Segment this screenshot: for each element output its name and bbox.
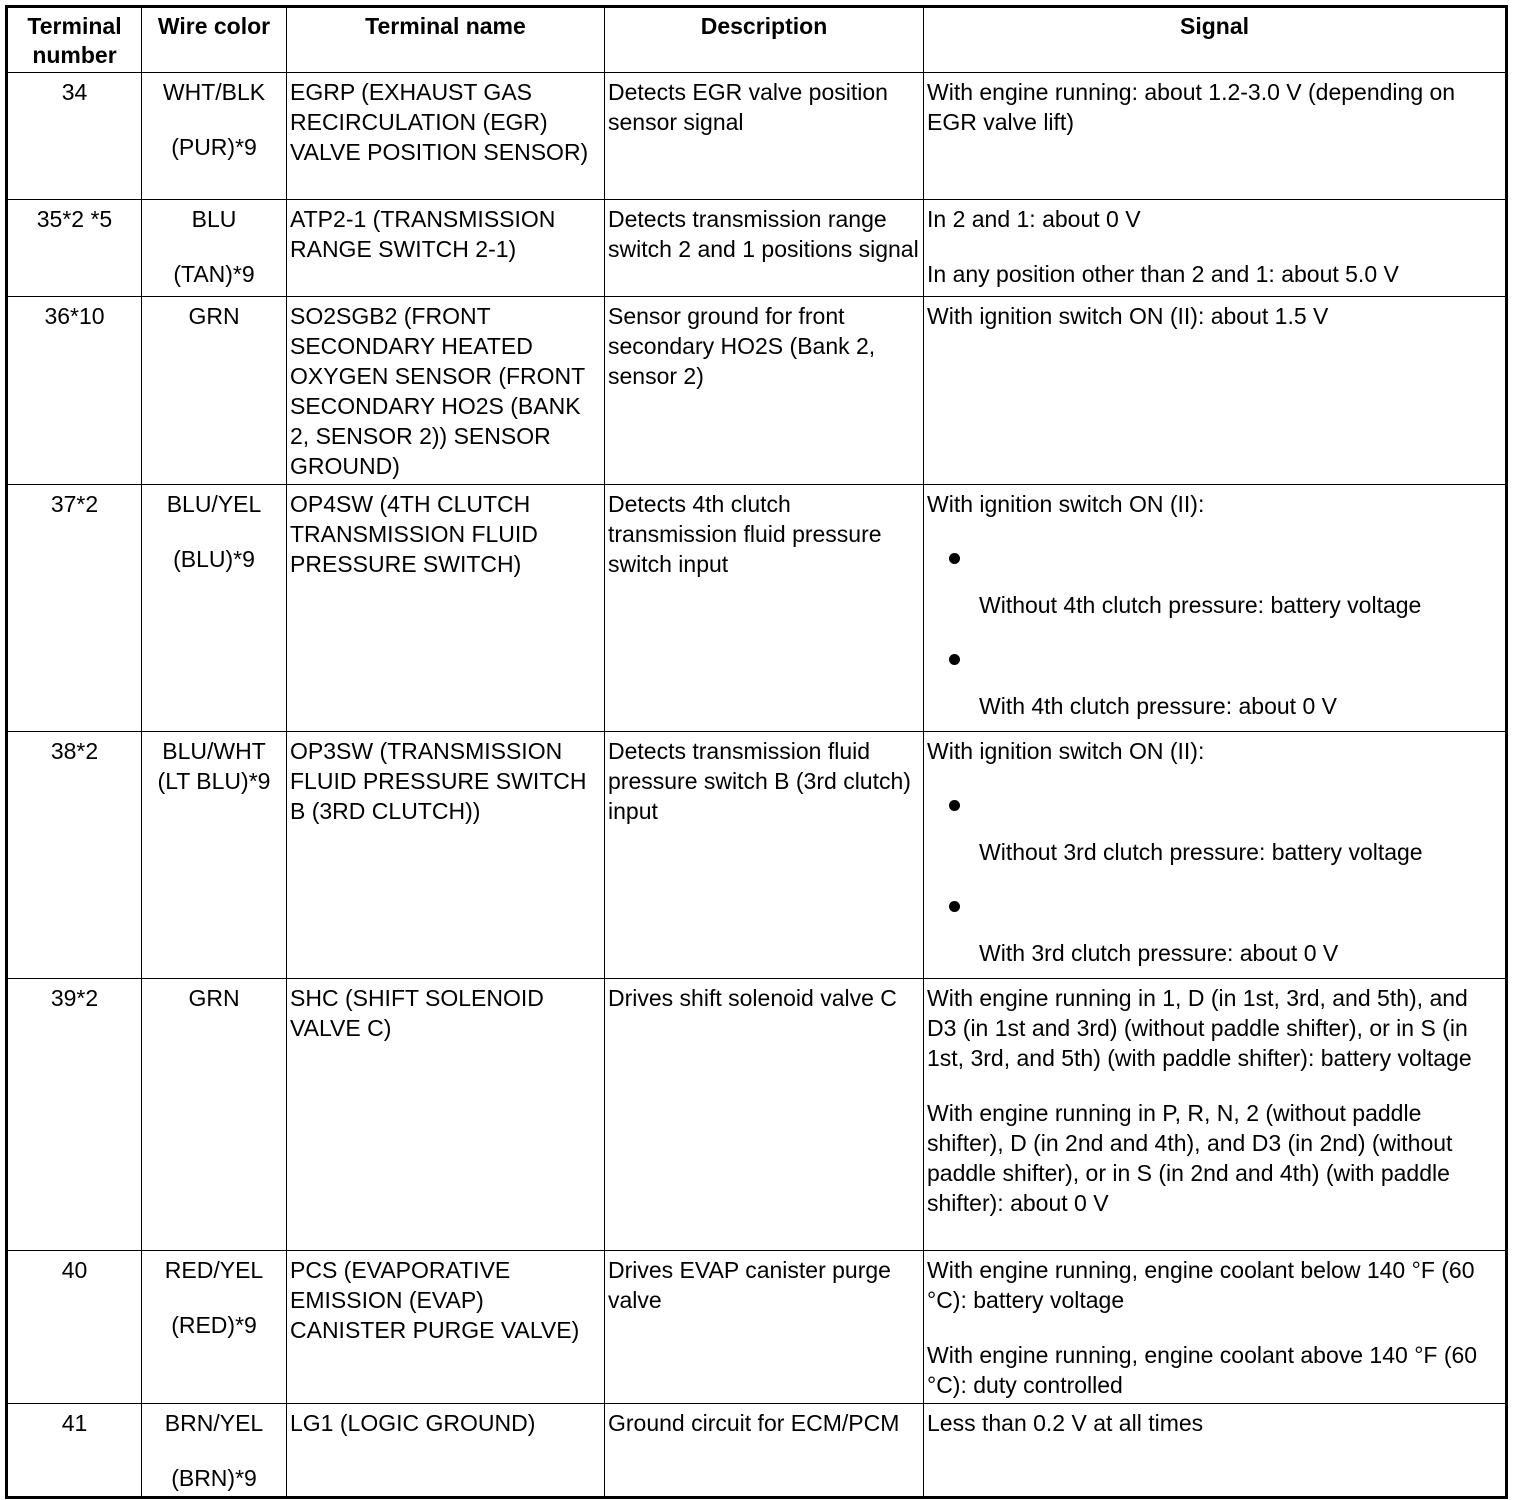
bullet-dot-icon — [949, 553, 960, 564]
wire-color-cell — [142, 1404, 287, 1498]
terminal-number-cell: 40 — [7, 1251, 142, 1404]
wire-color-cell — [142, 1251, 287, 1404]
terminal-number-cell: 34 — [7, 73, 142, 200]
wire-color-cell — [142, 732, 287, 979]
header-terminal-number: Terminal number — [7, 7, 142, 73]
header-description: Description — [605, 7, 924, 73]
terminal-name-cell: EGRP (EXHAUST GAS RECIRCULATION (EGR) VALVE POSITION SENSOR) — [287, 73, 605, 200]
signal-intro: With ignition switch ON (II): — [927, 491, 1205, 517]
description-cell: Detects EGR valve position sensor signal — [605, 73, 924, 200]
bullet-dot-icon — [949, 901, 960, 912]
terminal-number-cell: 41 — [7, 1404, 142, 1498]
terminal-number-cell: 37*2 — [7, 485, 142, 732]
description-cell: Detects transmission fluid pressure switch B (3rd clutch) input — [605, 732, 924, 979]
description-cell: Ground circuit for ECM/PCM — [605, 1404, 924, 1498]
bullet-text: Without 4th clutch pressure: battery voltage — [979, 592, 1422, 618]
terminal-name-cell: OP3SW (TRANSMISSION FLUID PRESSURE SWITCH B (3RD CLUTCH)) — [287, 732, 605, 979]
bullet-dot-icon — [949, 654, 960, 665]
wire-color-cell — [142, 979, 287, 1251]
header-row — [7, 7, 1507, 73]
description-cell: Drives shift solenoid valve C — [605, 979, 924, 1251]
header-wire-color: Wire color — [142, 7, 287, 73]
header-terminal-name: Terminal name — [287, 7, 605, 73]
wire-color: BRN/YEL — [164, 1410, 264, 1436]
wire-color-cell — [142, 200, 287, 297]
signal-cell — [924, 485, 1507, 732]
table-row — [7, 297, 1507, 485]
wire-color: BLU/WHT — [162, 738, 266, 764]
header-signal: Signal — [924, 7, 1507, 73]
terminal-name-cell: SO2SGB2 (FRONT SECONDARY HEATED OXYGEN SENSOR (FRONT SECONDARY HO2S (BANK 2, SENSOR 2)) SENSOR GROUND) — [287, 297, 605, 485]
terminal-number-cell: 36*10 — [7, 297, 142, 485]
signal-cell — [924, 1251, 1507, 1404]
signal-text: With engine running in 1, D (in 1st, 3rd, and 5th), and D3 (in 1st and 3rd) (without paddle shifter), or in S (in 1st, 3rd, and 5th) (with paddle shifter): battery voltage — [927, 985, 1472, 1071]
table-row — [7, 73, 1507, 200]
wire-color: BLU — [191, 206, 237, 232]
wire-color: GRN — [188, 303, 240, 329]
table-row — [7, 1404, 1507, 1498]
bullet-text: Without 3rd clutch pressure: battery voltage — [979, 839, 1423, 865]
wire-color-alt: (RED)*9 — [171, 1312, 257, 1338]
terminal-name-cell: LG1 (LOGIC GROUND) — [287, 1404, 605, 1498]
terminal-name-cell: PCS (EVAPORATIVE EMISSION (EVAP) CANISTER PURGE VALVE) — [287, 1251, 605, 1404]
terminal-number-cell: 35*2 *5 — [7, 200, 142, 297]
terminal-table-container — [5, 5, 1508, 1499]
signal-text: With engine running, engine coolant above 140 °F (60 °C): duty controlled — [927, 1342, 1478, 1398]
wire-color-alt: (BRN)*9 — [171, 1465, 257, 1491]
wire-color-alt: (PUR)*9 — [171, 134, 257, 160]
wire-color-cell — [142, 485, 287, 732]
signal-cell — [924, 297, 1507, 485]
wire-color-cell — [142, 73, 287, 200]
terminal-name-cell: OP4SW (4TH CLUTCH TRANSMISSION FLUID PRESSURE SWITCH) — [287, 485, 605, 732]
bullet-dot-icon — [949, 800, 960, 811]
signal-cell — [924, 732, 1507, 979]
table-row — [7, 979, 1507, 1251]
signal-text: In any position other than 2 and 1: about 5.0 V — [927, 261, 1399, 287]
terminal-spec-table — [5, 5, 1508, 1499]
wire-color-alt: (LT BLU)*9 — [157, 768, 271, 794]
wire-color: BLU/YEL — [166, 491, 262, 517]
table-row — [7, 1251, 1507, 1404]
terminal-number-cell: 39*2 — [7, 979, 142, 1251]
table-row — [7, 732, 1507, 979]
signal-intro: With ignition switch ON (II): — [927, 738, 1205, 764]
terminal-name-cell: SHC (SHIFT SOLENOID VALVE C) — [287, 979, 605, 1251]
description-cell: Detects transmission range switch 2 and 1 positions signal — [605, 200, 924, 297]
signal-text: With ignition switch ON (II): about 1.5 V — [927, 303, 1329, 329]
signal-cell — [924, 73, 1507, 200]
description-cell: Sensor ground for front secondary HO2S (Bank 2, sensor 2) — [605, 297, 924, 485]
wire-color-alt: (BLU)*9 — [173, 546, 255, 572]
signal-text: In 2 and 1: about 0 V — [927, 206, 1141, 232]
terminal-name-cell: ATP2-1 (TRANSMISSION RANGE SWITCH 2-1) — [287, 200, 605, 297]
table-row — [7, 485, 1507, 732]
bullet-text: With 3rd clutch pressure: about 0 V — [979, 940, 1339, 966]
terminal-number-cell: 38*2 — [7, 732, 142, 979]
description-cell: Drives EVAP canister purge valve — [605, 1251, 924, 1404]
signal-text: With engine running: about 1.2-3.0 V (depending on EGR valve lift) — [927, 79, 1456, 135]
wire-color-cell — [142, 297, 287, 485]
signal-text: With engine running, engine coolant below 140 °F (60 °C): battery voltage — [927, 1257, 1475, 1313]
wire-color: RED/YEL — [164, 1257, 264, 1283]
signal-cell — [924, 1404, 1507, 1498]
signal-cell — [924, 979, 1507, 1251]
bullet-text: With 4th clutch pressure: about 0 V — [979, 693, 1337, 719]
wire-color: GRN — [188, 985, 240, 1011]
wire-color-alt: (TAN)*9 — [173, 261, 255, 287]
signal-cell — [924, 200, 1507, 297]
wire-color: WHT/BLK — [162, 79, 266, 105]
signal-text: Less than 0.2 V at all times — [927, 1410, 1204, 1436]
description-cell: Detects 4th clutch transmission fluid pressure switch input — [605, 485, 924, 732]
signal-text: With engine running in P, R, N, 2 (without paddle shifter), D (in 2nd and 4th), and D3 (in 2nd) (without paddle shifter), or in S (in 2nd and 4th) (with paddle shifter): about 0 V — [927, 1100, 1453, 1216]
table-row — [7, 200, 1507, 297]
